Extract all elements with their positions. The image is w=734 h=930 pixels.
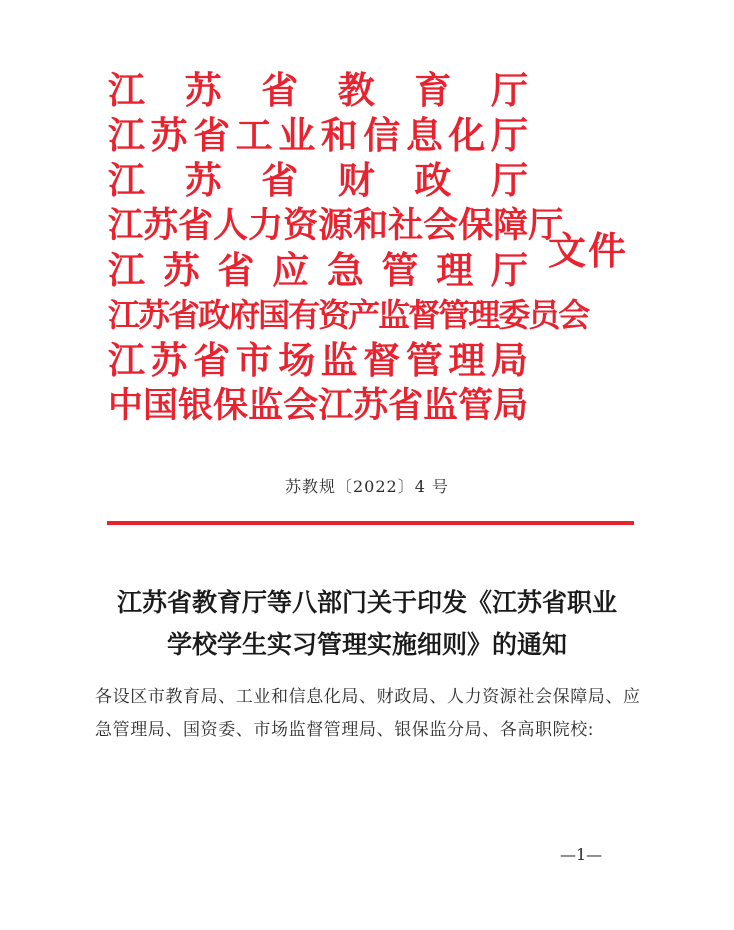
page-number: —1— bbox=[560, 845, 603, 864]
document-suffix: 文件 bbox=[548, 228, 629, 273]
red-separator-line bbox=[107, 521, 634, 525]
organization-line: 中 国 银 保 监 会 江 苏 省 监 管 局 bbox=[108, 385, 529, 426]
organization-line: 江 苏 省 人 力 资 源 和 社 会 保 障 厅 bbox=[108, 205, 564, 246]
organization-line: 江 苏 省 财 政 厅 bbox=[108, 158, 528, 202]
document-number: 苏教规〔2022〕4 号 bbox=[285, 477, 449, 496]
organization-line: 江 苏 省 工 业 和 信 息 化 厅 bbox=[108, 113, 528, 157]
organization-line: 江 苏 省 应 急 管 理 厅 bbox=[108, 248, 528, 292]
title-line-1: 江苏省教育厅等八部门关于印发《江苏省职业 bbox=[116, 588, 617, 617]
salutation-addressees: 各设区市教育局、工业和信息化局、财政局、人力资源社会保障局、应急管理局、国资委、市场监督管理局、银保监分局、各高职院校: bbox=[95, 687, 641, 740]
organization-line: 江 苏 省 政 府 国 有 资 产 监 督 管 理 委 员 会 bbox=[108, 296, 589, 334]
title-line-2: 学校学生实习管理实施细则》的通知 bbox=[166, 630, 567, 659]
organization-line: 江 苏 省 教 育 厅 bbox=[108, 68, 528, 112]
organization-line: 江 苏 省 市 场 监 督 管 理 局 bbox=[108, 338, 528, 382]
document-title bbox=[60, 582, 674, 666]
